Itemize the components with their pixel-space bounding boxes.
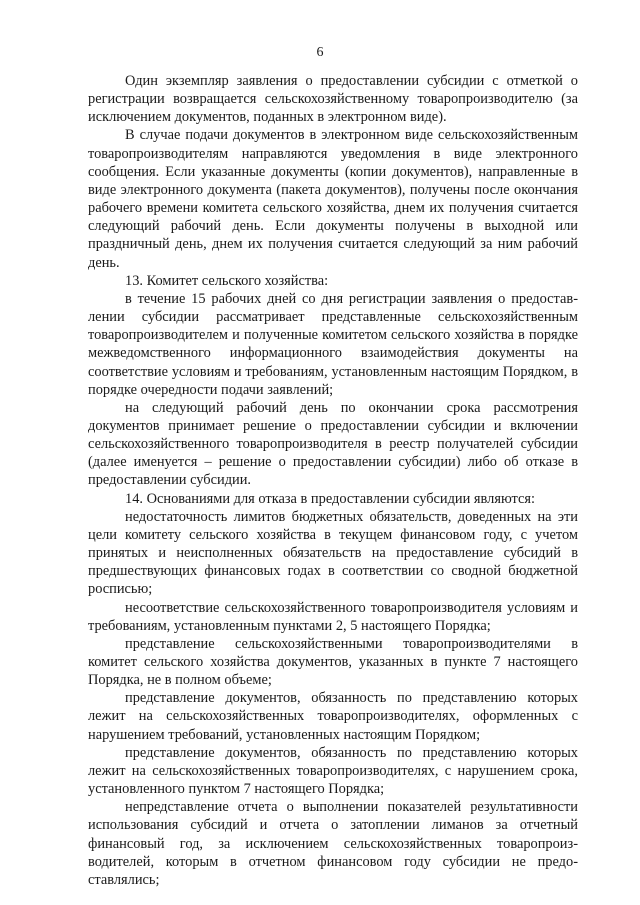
section-13-heading: 13. Комитет сельского хозяйства: [125, 272, 329, 289]
refusal-ground-incomplete-documents: представление сельскохозяйственными товаропроизводителями в комитет сельского хозяйства документов, указанных в пункте 7 настоящего Порядка, не в полном объеме; [88, 635, 578, 689]
paragraph-review-period: в течение 15 рабочих дней со дня регистрации заявления о предоставлении субсидии рассматривает представленные сельскохозяйственным товаропроизводителем и полученные комитетом сельского хозяйства в порядке межведомственного информационного взаимодействия документы на соответствие условиям и требованиям, установленным настоящим Порядком, в порядке очередности подачи заявлений; [88, 290, 578, 398]
page-number: 6 [316, 45, 324, 60]
section-14-heading: 14. Основаниями для отказа в предоставлении субсидии являются: [125, 490, 535, 507]
refusal-ground-improper-documents: представление документов, обязанность по представлению которых лежит на сельскохозяйственных товаропроизводителях, оформленных с нарушением требований, установленных настоящим Порядком; [88, 690, 578, 743]
refusal-ground-budget-limits: недостаточность лимитов бюджетных обязательств, доведенных на эти цели комитету сельского хозяйства в текущем финансовом году, с учетом принятых и неисполненных обязательств на предоставление субсидий в предшествующих финансовых годах в соответствии со сводной бюджетной росписью; [88, 508, 578, 598]
paragraph-application-copy-return: Один экземпляр заявления о предоставлении субсидии с отметкой о регистрации возвращается сельскохозяйственному товаропроизводителю (за исключением документов, поданных в электронном виде). [88, 73, 578, 126]
paragraph-decision: на следующий рабочий день по окончании срока рассмотрения документов принимает решение о предоставлении субсидии и включении сельскохозяйственного товаропроизводителя в реестр получателей субсидии (далее именуется – решение о предоставлении субсидии) либо об отказе в предоставлении субсидии. [88, 399, 578, 489]
refusal-ground-missing-report: непредставление отчета о выполнении показателей результативности использования субсидий и отчета о затоплении лиманов за отчетный финансовый год, за исключением сельскохозяйственных товаропроизводителей, которым в отчетном финансовом году субсидии не предоставлялись; [88, 799, 578, 888]
document-body [88, 72, 578, 889]
paragraph-electronic-submission: В случае подачи документов в электронном виде сельскохозяйственным товаропроизводителям направляются уведомления в виде электронного сообщения. Если указанные документы (копии документов), направленные в виде электронного документа (пакета документов), получены после окончания рабочего времени комитета сельского хозяйства, днем их получения считается следующий рабочий день. Если документы получены в выходной или праздничный день, днем их получения считается следующий за ним рабочий день. [88, 127, 578, 271]
refusal-ground-nonconformity: несоответствие сельскохозяйственного товаропроизводителя условиям и требованиям, установленным пунктами 2, 5 настоящего Порядка; [88, 599, 578, 634]
refusal-ground-late-documents: представление документов, обязанность по представлению которых лежит на сельскохозяйственных товаропроизводителях, с нарушением срока, установленного пунктом 7 настоящего Порядка; [88, 744, 578, 798]
